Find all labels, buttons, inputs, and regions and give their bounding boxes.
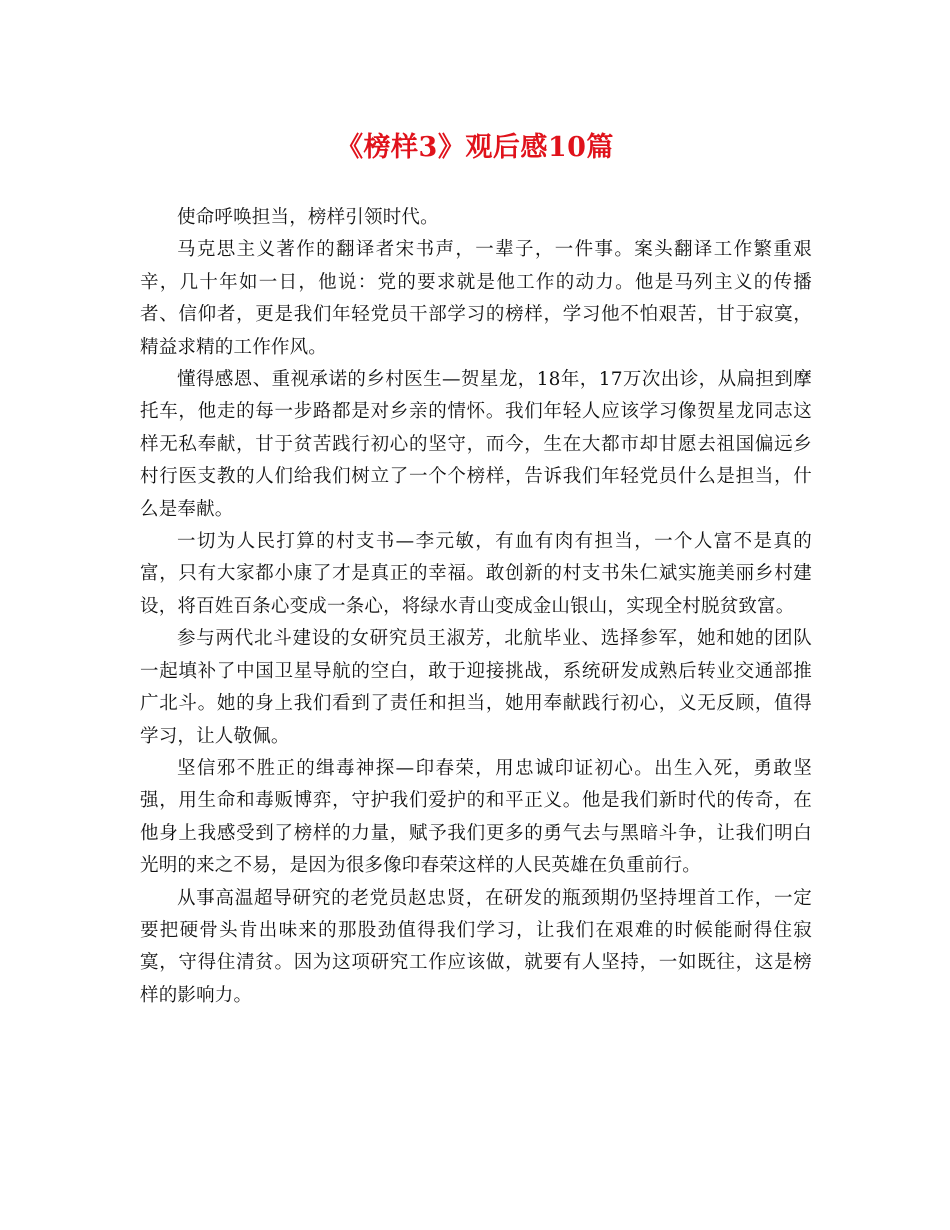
paragraph-zhao-zhongxian: 从事高温超导研究的老党员赵忠贤，在研发的瓶颈期仍坚持埋首工作，一定要把硬骨头肯出味来的那股劲值得我们学习，让我们在艰难的时候能耐得住寂寞，守得住清贫。因为这项研究工作应该做，就要有人坚持，一如既往，这是榜样的影响力。 <box>140 887 812 1006</box>
paragraph-intro: 使命呼唤担当，榜样引领时代。 <box>177 207 439 228</box>
paragraph-li-yuanmin: 一切为人民打算的村支书—李元敏，有血有肉有担当，一个人富不是真的富，只有大家都小康了才是真正的幸福。敢创新的村支书朱仁斌实施美丽乡村建设，将百姓百条心变成一条心，将绿水青山变成金山银山，实现全村脱贫致富。 <box>140 531 812 617</box>
paragraph-yin-chunrong: 坚信邪不胜正的缉毒神探—印春荣，用忠诚印证初心。出生入死，勇敢坚强，用生命和毒贩博弈，守护我们爱护的和平正义。他是我们新时代的传奇，在他身上我感受到了榜样的力量，赋予我们更多的勇气去与黑暗斗争，让我们明白光明的来之不易，是因为很多像印春荣这样的人民英雄在负重前行。 <box>140 757 812 877</box>
document-title: 《榜样3》观后感10篇 <box>336 132 614 163</box>
paragraph-song-shusheng: 马克思主义著作的翻译者宋书声，一辈子，一件事。案头翻译工作繁重艰辛，几十年如一日，他说：党的要求就是他工作的动力。他是马列主义的传播者、信仰者，更是我们年轻党员干部学习的榜样，学习他不怕艰苦，甘于寂寞，精益求精的工作作风。 <box>140 239 812 358</box>
paragraph-wang-shufang: 参与两代北斗建设的女研究员王淑芳，北航毕业、选择参军，她和她的团队一起填补了中国卫星导航的空白，敢于迎接挑战，系统研发成熟后转业交通部推广北斗。她的身上我们看到了责任和担当，她用奉献践行初心，义无反顾，值得学习，让人敬佩。 <box>140 628 812 747</box>
document-body <box>140 202 812 1012</box>
paragraph-he-xinglong: 懂得感恩、重视承诺的乡村医生—贺星龙，18年，17万次出诊，从扁担到摩托车，他走的每一步路都是对乡亲的情怀。我们年轻人应该学习像贺星龙同志这样无私奉献，甘于贫苦践行初心的坚守，而今，生在大都市却甘愿去祖国偏远乡村行医支教的人们给我们树立了一个个榜样，告诉我们年轻党员什么是担当，什么是奉献。 <box>140 369 812 520</box>
